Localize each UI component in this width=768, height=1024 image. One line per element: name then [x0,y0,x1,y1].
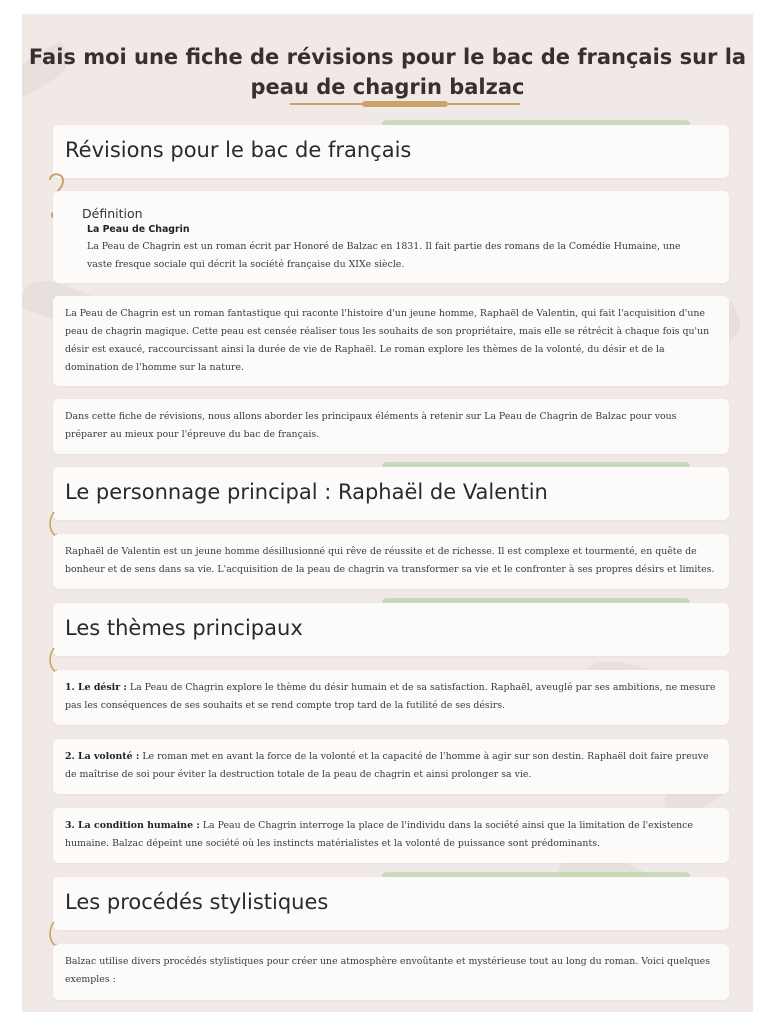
definition-term: La Peau de Chagrin [87,224,190,235]
paragraph-card [53,296,729,386]
definition-text: La Peau de Chagrin est un roman écrit par Honoré de Balzac en 1831. Il fait partie des romans de la Comédie Humaine, une vaste fresque sociale qui décrit la société française du XIXe siècle. [87,241,681,270]
theme-label: 3. La condition humaine : [65,820,200,831]
paragraph-text: La Peau de Chagrin est un roman fantastique qui raconte l'histoire d'un jeune homme, Raphaël de Valentin, qui fait l'acquisition d'une peau de chagrin magique. Cette peau est censée réaliser tous les souhaits de son propriétaire, mais elle se rétrécit à chaque fois qu'un désir est exaucé, raccourcissant ainsi la durée de vie de Raphaël. Le roman explore les thèmes de la volonté, du désir et de la domination de l'homme sur la nature. [65,308,710,373]
theme-card [53,670,729,725]
theme-description: La Peau de Chagrin explore le thème du désir humain et de sa satisfaction. Raphaël, aveuglé par ses ambitions, ne mesure pas les conséquences de ses souhaits et se rend compte trop tard de la futilité de ses désirs. [65,682,716,711]
theme-description: Le roman met en avant la force de la volonté et la capacité de l'homme à agir sur son destin. Raphaël doit faire preuve de maîtrise de soi pour éviter la destruction totale de la peau de chagrin et ainsi prolonger sa vie. [65,751,709,780]
paragraph-card [53,399,729,454]
theme-label: 1. Le désir : [65,682,127,693]
theme-description: La Peau de Chagrin interroge la place de l'individu dans la société ainsi que la limitation de l'existence humaine. Balzac dépeint une société où les instincts matérialistes et la volonté de puissance sont prédominants. [65,820,693,849]
theme-text [53,817,729,853]
document-page [22,14,753,1012]
theme-card [53,808,729,863]
theme-label: 2. La volonté : [65,751,140,762]
theme-text [53,748,729,784]
section-heading: Révisions pour le bac de français [65,138,412,162]
definition-card [53,191,729,283]
paragraph-text: Raphaël de Valentin est un jeune homme désillusionné qui rêve de réussite et de richesse. Il est complexe et tourmenté, en quête de bonheur et de sens dans sa vie. L'acquisition de la peau de chagrin va transformer sa vie et le confronter à ses propres désirs et limites. [65,546,715,575]
paragraph-text: Dans cette fiche de révisions, nous allons aborder les principaux éléments à retenir sur La Peau de Chagrin de Balzac pour vous préparer au mieux pour l'épreuve du bac de français. [65,411,677,440]
definition-label: Définition [82,206,143,221]
theme-card [53,739,729,794]
section-heading: Les procédés stylistiques [65,890,329,914]
section-heading-card [53,467,729,520]
section-heading: Les thèmes principaux [65,616,303,640]
section-heading-card [53,603,729,656]
page-title-line-1: Fais moi une fiche de révisions pour le bac de français sur la [28,45,747,69]
paragraph-card [53,534,729,589]
paragraph-card [53,944,729,1000]
theme-text [53,679,729,715]
section-heading-card [53,125,729,178]
section-heading: Le personnage principal : Raphaël de Valentin [65,480,548,504]
paragraph-text: Balzac utilise divers procédés stylistiques pour créer une atmosphère envoûtante et mystérieuse tout au long du roman. Voici quelques exemples : [65,956,711,985]
title-underline-ornament [362,101,448,107]
page-title [22,42,753,102]
section-heading-card [53,877,729,930]
page-title-line-2: peau de chagrin balzac [250,75,525,99]
